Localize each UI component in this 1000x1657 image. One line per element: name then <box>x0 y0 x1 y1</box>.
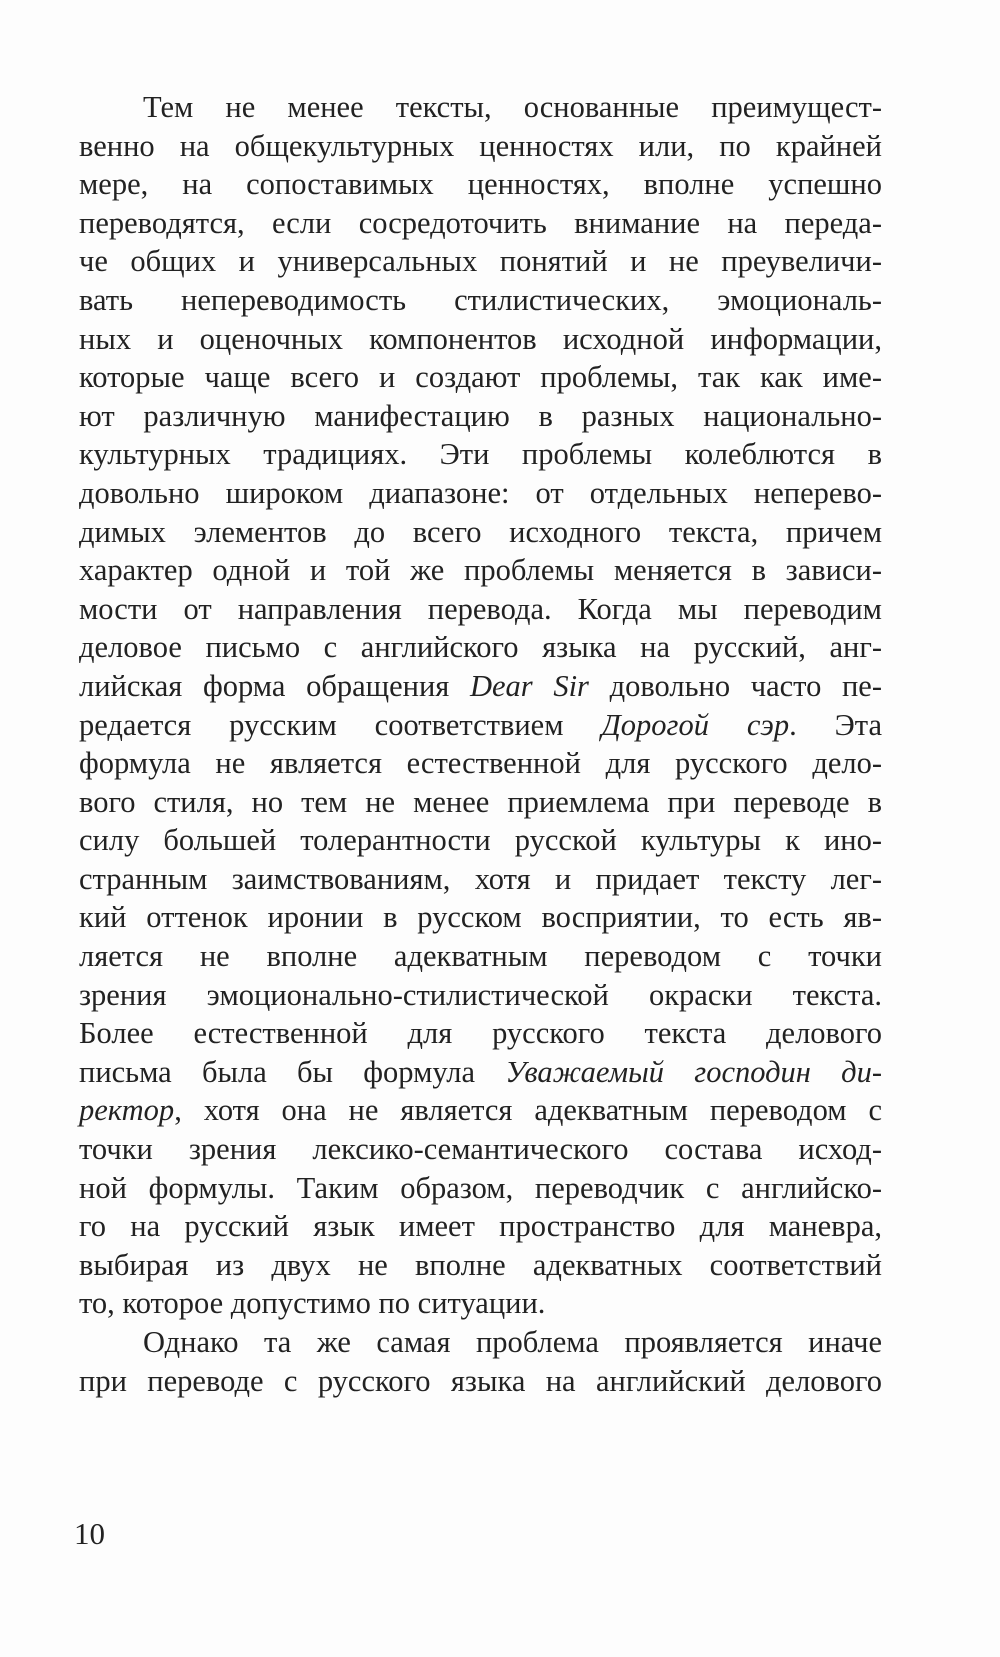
text-segment: . Эта <box>789 707 882 742</box>
paragraph <box>79 1323 882 1400</box>
text-segment: переводятся, если сосредоточить внимание на переда- <box>79 205 882 240</box>
text-line <box>79 1169 882 1208</box>
text-segment: ных и оценочных компонентов исходной информации, <box>79 321 882 356</box>
italic-phrase: Уважаемый господин ди- <box>505 1054 882 1089</box>
text-line <box>79 860 882 899</box>
text-segment: то, которое допустимо по ситуации. <box>79 1286 546 1321</box>
text-line <box>79 1014 882 1053</box>
text-segment: мере, на сопоставимых ценностях, вполне успешно <box>79 167 882 202</box>
text-segment: зрения эмоционально-стилистической окраски текста. <box>79 977 882 1012</box>
text-segment: ной формулы. Таким образом, переводчик с английско- <box>79 1170 882 1205</box>
text-line <box>79 88 882 127</box>
text-segment: ют различную манифестацию в разных национально- <box>79 398 882 433</box>
text-segment: Более естественной для русского текста делового <box>79 1016 882 1051</box>
text-segment: довольно широком диапазоне: от отдельных неперево- <box>79 475 882 510</box>
text-segment: ляется не вполне адекватным переводом с точки <box>79 939 882 974</box>
text-line <box>79 320 882 359</box>
text-line <box>79 628 882 667</box>
text-line <box>79 551 882 590</box>
text-segment: при переводе с русского языка на английский делового <box>79 1363 882 1398</box>
italic-phrase: Dear Sir <box>469 668 589 703</box>
text-segment: выбирая из двух не вполне адекватных соответствий <box>79 1247 882 1282</box>
text-line <box>79 590 882 629</box>
text-line <box>79 1246 882 1285</box>
italic-phrase: Дорогой сэр <box>601 707 790 742</box>
text-line <box>79 358 882 397</box>
body-text <box>79 88 882 1400</box>
text-line <box>79 744 882 783</box>
text-line <box>79 783 882 822</box>
text-line <box>79 976 882 1015</box>
text-line <box>79 1323 882 1362</box>
text-line <box>79 242 882 281</box>
text-segment: формула не является естественной для русского дело- <box>79 746 882 781</box>
text-segment: димых элементов до всего исходного текста, причем <box>79 514 882 549</box>
text-line <box>79 1091 882 1130</box>
text-segment: письма была бы формула <box>79 1054 506 1089</box>
text-line <box>79 281 882 320</box>
page-number: 10 <box>74 1516 105 1551</box>
text-line <box>79 821 882 860</box>
text-segment: точки зрения лексико-семантического состава исход- <box>79 1132 882 1167</box>
text-line <box>79 474 882 513</box>
text-line <box>79 1362 882 1401</box>
text-line <box>79 435 882 474</box>
text-segment: довольно часто пе- <box>588 668 883 703</box>
italic-phrase: ректор <box>79 1093 175 1128</box>
text-line <box>79 1284 882 1323</box>
text-segment: го на русский язык имеет пространство для маневра, <box>79 1209 882 1244</box>
text-line <box>79 204 882 243</box>
text-line <box>79 127 882 166</box>
text-segment: деловое письмо с английского языка на русский, анг- <box>79 630 882 665</box>
text-line <box>79 397 882 436</box>
paragraph <box>79 88 882 1323</box>
text-segment: , хотя она не является адекватным переводом с <box>174 1093 882 1128</box>
text-segment: мости от направления перевода. Когда мы переводим <box>79 591 882 626</box>
text-segment: которые чаще всего и создают проблемы, так как име- <box>79 360 882 395</box>
text-segment: венно на общекультурных ценностях или, по крайней <box>79 128 882 163</box>
text-line <box>79 667 882 706</box>
text-line <box>79 706 882 745</box>
text-segment: Однако та же самая проблема проявляется иначе <box>143 1325 882 1359</box>
text-line <box>79 898 882 937</box>
text-segment: редается русским соответствием <box>79 707 602 742</box>
text-segment: силу большей толерантности русской культуры к ино- <box>79 823 882 858</box>
text-segment: кий оттенок иронии в русском восприятии, то есть яв- <box>79 900 882 935</box>
text-segment: вого стиля, но тем не менее приемлема при переводе в <box>79 784 882 819</box>
text-line <box>79 513 882 552</box>
text-segment: Тем не менее тексты, основанные преимущест- <box>143 90 882 124</box>
text-line <box>79 1130 882 1169</box>
text-segment: вать непереводимость стилистических, эмоциональ- <box>79 282 882 317</box>
text-segment: че общих и универсальных понятий и не преувеличи- <box>79 244 882 279</box>
text-line <box>79 937 882 976</box>
text-line <box>79 165 882 204</box>
text-segment: культурных традициях. Эти проблемы колеблются в <box>79 437 882 472</box>
text-segment: странным заимствованиям, хотя и придает тексту лег- <box>79 861 882 896</box>
text-segment: лийская форма обращения <box>79 668 470 703</box>
text-line <box>79 1053 882 1092</box>
text-segment: характер одной и той же проблемы меняется в зависи- <box>79 553 882 588</box>
text-line <box>79 1207 882 1246</box>
